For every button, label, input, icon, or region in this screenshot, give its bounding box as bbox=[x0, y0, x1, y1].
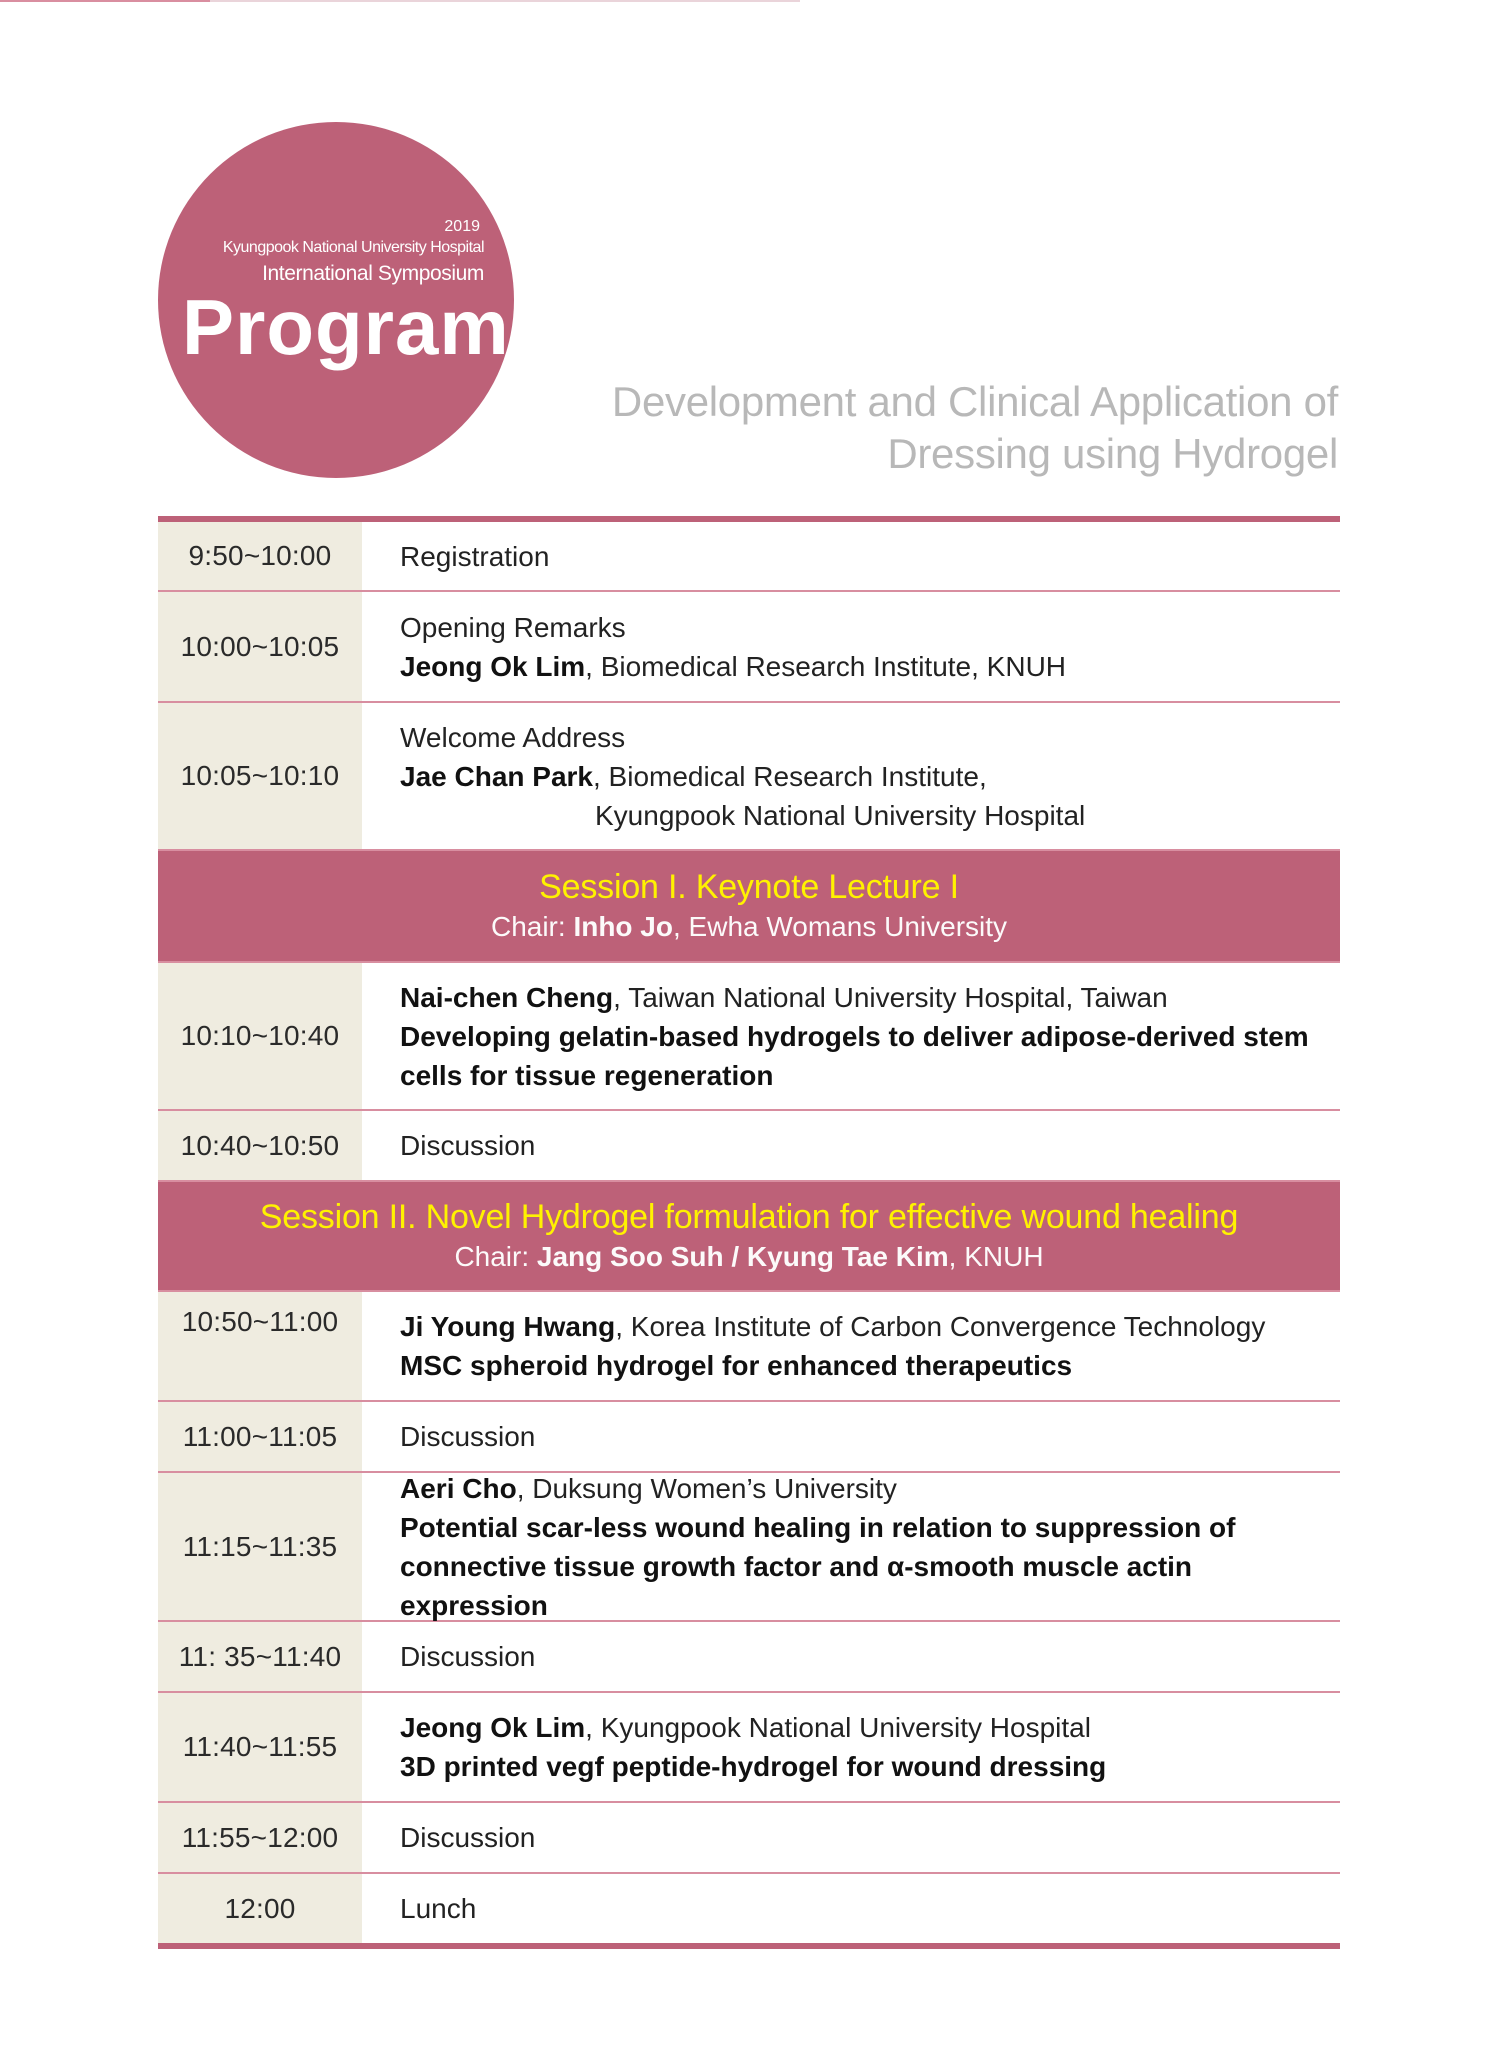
session-title: Session I. Keynote Lecture I bbox=[539, 868, 959, 906]
speaker-name: Jae Chan Park bbox=[400, 760, 593, 792]
speaker-affiliation: , Taiwan National University Hospital, Taiwan bbox=[613, 981, 1168, 1013]
speaker-name: Jeong Ok Lim bbox=[400, 650, 586, 682]
row-content bbox=[362, 963, 1340, 1109]
row-speaker-line bbox=[400, 1708, 1340, 1747]
program-table bbox=[158, 516, 1340, 1949]
row-content bbox=[362, 1473, 1340, 1620]
symposium-subtitle bbox=[438, 376, 1338, 480]
program-row bbox=[158, 1292, 1340, 1402]
row-content bbox=[362, 522, 1340, 590]
row-content bbox=[362, 1111, 1340, 1180]
row-title: Lunch bbox=[400, 1893, 477, 1924]
row-title: Opening Remarks bbox=[400, 611, 626, 643]
session-chair bbox=[158, 908, 1340, 946]
session-header bbox=[158, 851, 1340, 963]
speaker-name: Jeong Ok Lim bbox=[400, 1712, 586, 1743]
row-content bbox=[362, 1292, 1340, 1400]
program-row bbox=[158, 1402, 1340, 1473]
row-time: 10:40~10:50 bbox=[158, 1111, 362, 1180]
row-time: 10:05~10:10 bbox=[158, 703, 362, 849]
speaker-affiliation: , Biomedical Research Institute, bbox=[593, 760, 987, 792]
row-speaker-line bbox=[400, 1469, 1340, 1508]
speaker-affiliation-cont: Kyungpook National University Hospital bbox=[595, 799, 1086, 831]
program-row bbox=[158, 1473, 1340, 1622]
top-decor-accent bbox=[0, 0, 210, 2]
chair-affiliation: , KNUH bbox=[948, 1241, 1044, 1272]
badge-event: International Symposium bbox=[262, 262, 484, 285]
session-title: Session II. Novel Hydrogel formulation for effective wound healing bbox=[259, 1198, 1239, 1236]
row-content bbox=[362, 1622, 1340, 1691]
badge-host: Kyungpook National University Hospital bbox=[222, 239, 484, 256]
program-row bbox=[158, 522, 1340, 592]
chair-prefix: Chair: bbox=[454, 1241, 537, 1272]
talk-title: MSC spheroid hydrogel for enhanced therapeutics bbox=[400, 1350, 1073, 1381]
row-time: 10:50~11:00 bbox=[158, 1292, 362, 1400]
table-bottom-rule bbox=[158, 1943, 1340, 1949]
row-time: 11:55~12:00 bbox=[158, 1803, 362, 1872]
badge-year: 2019 bbox=[444, 218, 480, 235]
talk-title-cont: connective tissue growth factor and α-smooth muscle actin expression bbox=[400, 1550, 1193, 1621]
chair-name: Inho Jo bbox=[573, 911, 673, 942]
row-time: 10:10~10:40 bbox=[158, 963, 362, 1109]
row-content bbox=[362, 1803, 1340, 1872]
top-decor-line bbox=[0, 0, 800, 2]
row-title: Registration bbox=[400, 540, 550, 572]
row-speaker-line bbox=[400, 978, 1340, 1017]
row-title: Welcome Address bbox=[400, 721, 626, 753]
badge-heading: Program bbox=[182, 283, 510, 371]
row-title: Discussion bbox=[400, 1421, 536, 1452]
program-row bbox=[158, 1693, 1340, 1803]
speaker-name: Ji Young Hwang bbox=[400, 1311, 616, 1342]
speaker-name: Nai-chen Cheng bbox=[400, 981, 614, 1013]
speaker-name: Aeri Cho bbox=[400, 1472, 517, 1504]
talk-title: Developing gelatin-based hydrogels to deliver adipose-derived stem bbox=[400, 1020, 1309, 1052]
talk-title-cont: cells for tissue regeneration bbox=[400, 1059, 774, 1091]
row-time: 10:00~10:05 bbox=[158, 592, 362, 701]
row-time: 11:00~11:05 bbox=[158, 1402, 362, 1471]
program-row bbox=[158, 592, 1340, 703]
program-row bbox=[158, 1111, 1340, 1182]
row-content bbox=[362, 1874, 1340, 1943]
row-time: 9:50~10:00 bbox=[158, 522, 362, 590]
program-row bbox=[158, 963, 1340, 1111]
row-time: 12:00 bbox=[158, 1874, 362, 1943]
row-time: 11:40~11:55 bbox=[158, 1693, 362, 1801]
chair-prefix: Chair: bbox=[490, 911, 574, 942]
program-row bbox=[158, 1874, 1340, 1943]
speaker-affiliation: , Duksung Women’s University bbox=[516, 1472, 897, 1504]
row-time: 11: 35~11:40 bbox=[158, 1622, 362, 1691]
talk-title: 3D printed vegf peptide-hydrogel for wound dressing bbox=[400, 1751, 1107, 1782]
subtitle-line-1: Development and Clinical Application of bbox=[611, 378, 1338, 425]
row-content bbox=[362, 1693, 1340, 1801]
speaker-affiliation: , Korea Institute of Carbon Convergence Technology bbox=[615, 1311, 1266, 1342]
program-row bbox=[158, 703, 1340, 851]
chair-name: Jang Soo Suh / Kyung Tae Kim bbox=[536, 1241, 949, 1272]
speaker-affiliation: , Biomedical Research Institute, KNUH bbox=[585, 650, 1067, 682]
program-row bbox=[158, 1622, 1340, 1693]
session-header bbox=[158, 1182, 1340, 1292]
row-speaker-line bbox=[400, 647, 1340, 686]
row-title: Discussion bbox=[400, 1130, 536, 1161]
row-title: Discussion bbox=[400, 1641, 536, 1672]
chair-affiliation: , Ewha Womans University bbox=[672, 911, 1008, 942]
row-time: 11:15~11:35 bbox=[158, 1473, 362, 1620]
subtitle-line-2: Dressing using Hydrogel bbox=[887, 430, 1338, 477]
row-speaker-line bbox=[400, 757, 1340, 796]
speaker-affiliation: , Kyungpook National University Hospital bbox=[585, 1712, 1091, 1743]
talk-title: Potential scar-less wound healing in relation to suppression of bbox=[400, 1511, 1236, 1543]
row-title: Discussion bbox=[400, 1822, 536, 1853]
session-chair bbox=[158, 1238, 1340, 1276]
row-content bbox=[362, 703, 1340, 849]
row-content bbox=[362, 592, 1340, 701]
row-speaker-line bbox=[400, 1307, 1340, 1346]
row-content bbox=[362, 1402, 1340, 1471]
program-row bbox=[158, 1803, 1340, 1874]
